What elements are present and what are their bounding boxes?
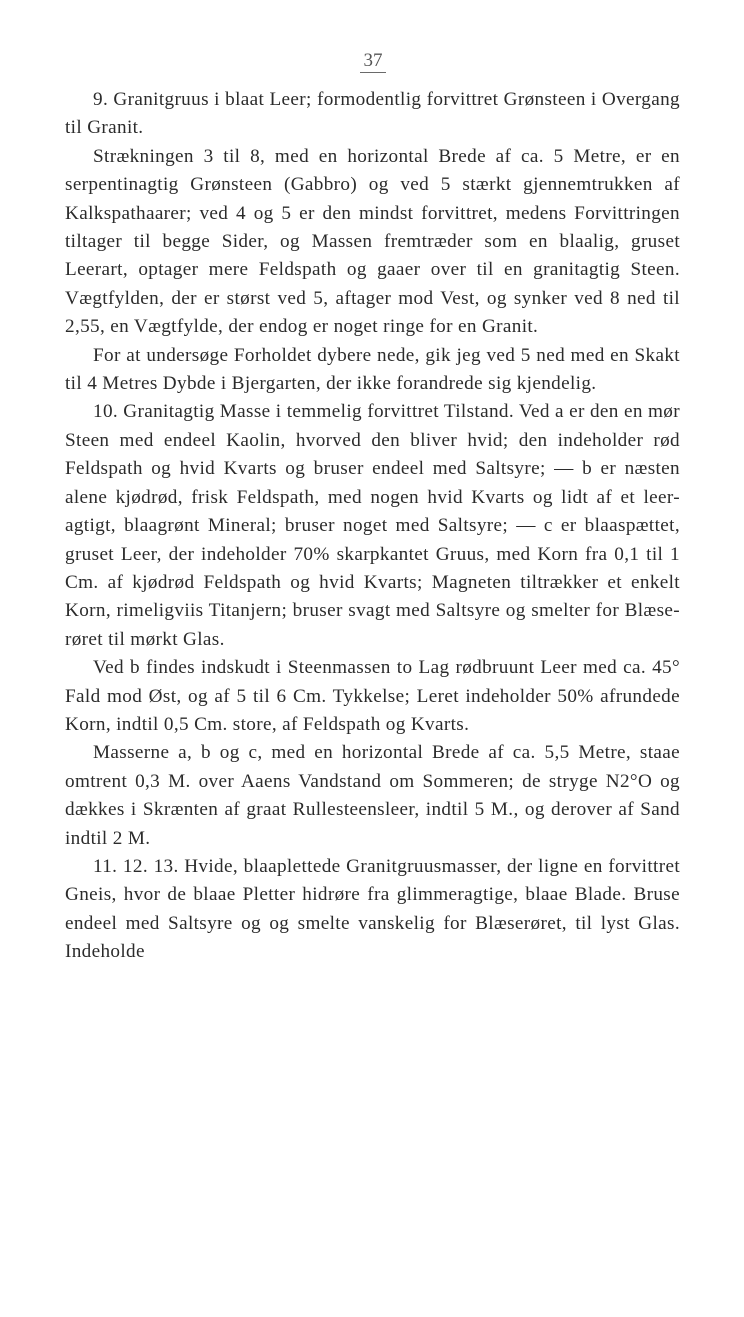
paragraph-11-12-13: 11. 12. 13. Hvide, blaaplettede Granitgruusmasser, der ligne en forvittret Gneis, hvor de blaae Pletter hidrøre fra glimmeragtige, blaae Blade. Bruse endeel med Saltsyre og og smelte vanskelig for Blæserøret, til lyst Glas. Indeholde xyxy=(65,855,680,963)
body-text xyxy=(65,86,680,967)
paragraph-masserne: Masserne a, b og c, med en horizontal Brede af ca. 5,5 Metre, staae omtrent 0,3 M. over Aaens Vandstand om Sommeren; de stryge N2°O og dækkes i Skrænten af graat Rullesteensleer, indtil 5 M., og derover af Sand indtil 2 M. xyxy=(65,742,680,849)
paragraph-strækningen: Strækningen 3 til 8, med en horizontal Brede af ca. 5 Metre, er en serpentinagtig Grønsteen (Gabbro) og ved 5 stærkt gjennemtrukken af Kalkspathaarer; ved 4 og 5 er den mindst forvittret, medens Forvittringen tiltager til begge Sider, og Massen fremtræder som en blaalig, gruset Leerart, optager mere Feldspath og gaaer over til en granitagtig Steen. Vægtfylden, der er størst ved 5, aftager mod Vest, og synker ved 8 ned til 2,55, en Vægtfylde, der endog er noget ringe for en Granit. xyxy=(65,145,680,338)
paragraph-10: 10. Granitagtig Masse i temmelig forvittret Tilstand. Ved a er den en mør Steen med endeel Kaolin, hvorved den bliver hvid; den indeholder rød Feldspath og hvid Kvarts og bruser endeel med Saltsyre; — b er næsten alene kjødrød, frisk Feldspath, med nogen hvid Kvarts og lidt af et leer-agtigt, blaagrønt Mineral; bruser noget med Saltsyre; — c er blaaspættet, gruset Leer, der indeholder 70% skarpkantet Gruus, med Korn fra 0,1 til 1 Cm. af kjødrød Feldspath og hvid Kvarts; Magneten tiltrækker et enkelt Korn, rimeligviis Titanjern; bruser svagt med Saltsyre og smelter for Blæse-røret til mørkt Glas. xyxy=(65,401,680,650)
paragraph-skakt: For at undersøge Forholdet dybere nede, gik jeg ved 5 ned med en Skakt til 4 Metres Dybde i Bjergarten, der ikke forandrede sig kjendelig. xyxy=(65,344,680,395)
page-number: 37 xyxy=(360,50,386,73)
paragraph-9-heading: 9. Granitgruus i blaat Leer; formodentlig forvittret Grønsteen i Overgang til Granit. xyxy=(65,89,680,139)
paragraph-lag: Ved b findes indskudt i Steenmassen to Lag rødbruunt Leer med ca. 45° Fald mod Øst, og af 5 til 6 Cm. Tykkelse; Leret indeholder 50% afrundede Korn, indtil 0,5 Cm. store, af Feldspath og Kvarts. xyxy=(65,657,680,735)
